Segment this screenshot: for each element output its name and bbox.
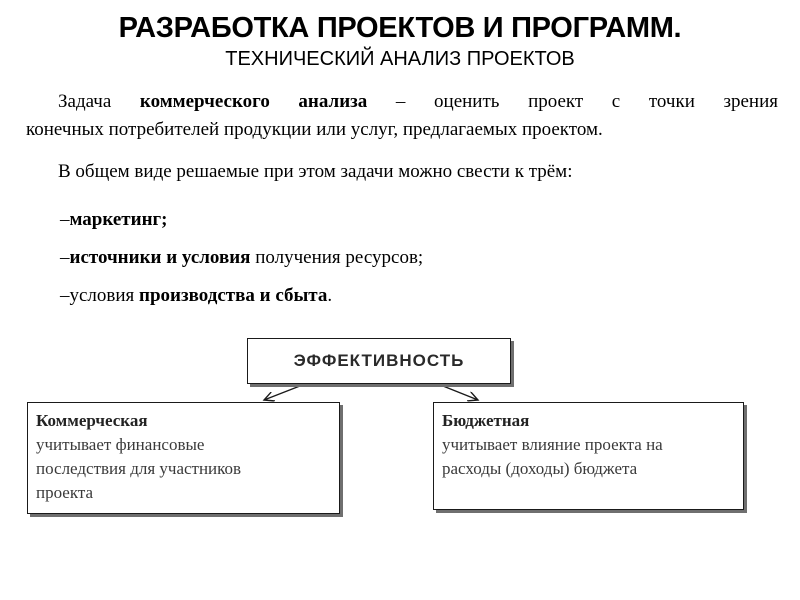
bullet-item-production	[60, 282, 423, 320]
budget-box-text	[442, 409, 663, 481]
bullet-item-resources	[60, 244, 423, 282]
bullet-rest: получения ресурсов;	[250, 247, 424, 268]
task-line-1-rest: – оценить проект с точки зрения	[395, 91, 779, 112]
commercial-heading: Коммерческая	[36, 411, 148, 430]
task-word: Задача	[58, 91, 112, 112]
budget-box	[433, 402, 744, 510]
budget-line-1: учитывает влияние проекта на	[442, 435, 663, 454]
bullet-bold: производства и сбыта	[139, 285, 328, 306]
commercial-line-3: проекта	[36, 483, 94, 502]
arrow-to-budget	[438, 384, 478, 400]
bullet-rest: .	[327, 285, 333, 306]
slide-title: РАЗРАБОТКА ПРОЕКТОВ И ПРОГРАММ.	[118, 12, 682, 44]
bullet-marker: –	[60, 285, 70, 306]
summary-paragraph: В общем виде решаемые при этом задачи можно свести к трём:	[58, 161, 573, 182]
commercial-line-2: последствия для участников	[36, 459, 242, 478]
commercial-box	[27, 402, 340, 514]
arrow-to-commercial	[264, 384, 305, 400]
bullet-list	[60, 206, 423, 320]
task-bold-term: коммерческого анализа	[139, 91, 368, 112]
bullet-item-marketing	[60, 206, 423, 244]
bullet-bold: маркетинг;	[69, 209, 168, 230]
bullet-marker: –	[60, 247, 70, 268]
bullet-marker: –	[60, 209, 70, 230]
bullet-bold: источники и условия	[69, 247, 251, 268]
bullet-pre: условия	[69, 285, 140, 306]
slide-subtitle: ТЕХНИЧЕСКИЙ АНАЛИЗ ПРОЕКТОВ	[225, 48, 575, 70]
commercial-box-text	[36, 409, 241, 505]
efficiency-box: ЭФФЕКТИВНОСТЬ	[247, 338, 511, 384]
commercial-line-1: учитывает финансовые	[36, 435, 205, 454]
task-line-1	[26, 88, 778, 116]
budget-line-2: расходы (доходы) бюджета	[442, 459, 638, 478]
task-paragraph	[26, 88, 778, 144]
task-line-2: конечных потребителей продукции или услуг, предлагаемых проектом.	[26, 119, 603, 140]
budget-heading: Бюджетная	[442, 411, 530, 430]
